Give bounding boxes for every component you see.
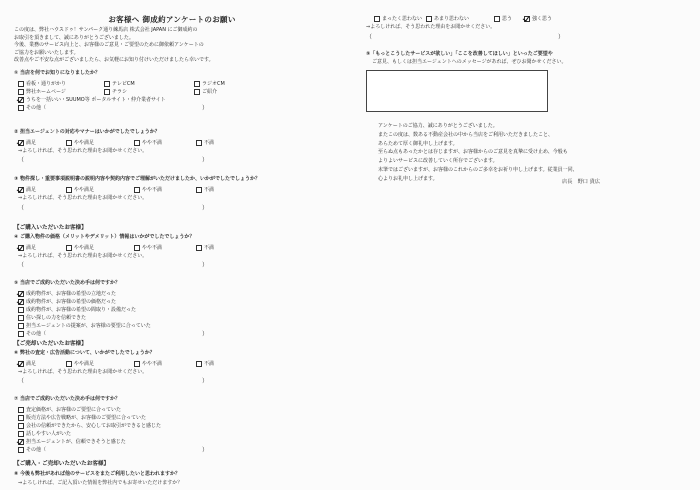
paren-open: （: [18, 262, 25, 269]
checkbox[interactable]: [134, 140, 140, 146]
q8-option[interactable]: 思う: [494, 15, 512, 22]
checkbox[interactable]: [18, 415, 24, 421]
checkbox[interactable]: [196, 187, 202, 193]
q6-option[interactable]: やや不満: [134, 360, 162, 367]
checkbox[interactable]: [18, 331, 24, 337]
q1-option[interactable]: 弊社ホームページ: [18, 88, 66, 95]
checkbox[interactable]: [18, 89, 24, 95]
checkbox[interactable]: [66, 361, 72, 367]
q7-option[interactable]: 販売方法や広告戦略が、お客様のご要望に合っていた: [18, 414, 146, 421]
q2-option[interactable]: 満足: [18, 139, 36, 146]
closing-line: あらためて厚く御礼申し上げます。: [378, 140, 458, 147]
intro-line: この度は、弊社ハウスドゥ！サンパーク通り練馬店 株式会社 JAPAN にご御成約の: [14, 27, 198, 33]
paren-close: ）: [202, 157, 209, 164]
q3-option[interactable]: 不満: [196, 186, 214, 193]
comment-box[interactable]: [366, 70, 548, 112]
paren-open: （: [366, 34, 373, 41]
closing-line: よりよいサービスに改善していく所存でございます。: [378, 158, 498, 165]
page-title: お客様へ 御成約アンケートのお願い: [108, 15, 236, 24]
intro-line: ご協力をお願いいたします。: [14, 49, 79, 56]
checkbox-checked[interactable]: [18, 299, 24, 305]
q7-option[interactable]: 会社の信頼ができたから、安心してお取引ができると感じた: [18, 422, 161, 429]
checkbox[interactable]: [18, 431, 24, 437]
checkbox[interactable]: [66, 140, 72, 146]
paren-open: （: [18, 378, 25, 385]
checkbox[interactable]: [104, 89, 110, 95]
checkbox[interactable]: [18, 423, 24, 429]
q1-option[interactable]: 看板・通りがかり: [18, 80, 66, 87]
q8-option[interactable]: あまり思わない: [426, 15, 469, 22]
closing-message: [378, 122, 578, 184]
checkbox[interactable]: [18, 81, 24, 87]
paren-open: （: [18, 205, 25, 212]
q4-option[interactable]: 満足: [18, 244, 36, 251]
checkbox[interactable]: [134, 361, 140, 367]
checkbox-checked[interactable]: [18, 361, 24, 367]
q9-question: ⑨「もっとこうしたサービスが欲しい」「ここを改善してほしい」といったご要望や: [366, 51, 553, 57]
q4-option[interactable]: やや不満: [134, 244, 162, 251]
checkbox[interactable]: [426, 16, 432, 22]
checkbox-checked[interactable]: [18, 187, 24, 193]
checkbox[interactable]: [196, 361, 202, 367]
q2-followup: ⇒よろしければ、そう思われた理由をお聞かせください。: [18, 148, 148, 154]
checkbox-checked[interactable]: [524, 16, 530, 22]
checkbox[interactable]: [18, 407, 24, 413]
q1-option[interactable]: ラジオCM: [194, 80, 225, 87]
paren-open: （: [18, 157, 25, 164]
q2-option[interactable]: やや不満: [134, 139, 162, 146]
paren-close: ）: [202, 447, 209, 454]
q7-option[interactable]: 査定価格が、お客様のご要望に合っていた: [18, 406, 121, 413]
q1-option[interactable]: チラシ: [104, 88, 127, 95]
q1-option[interactable]: テレビCM: [104, 80, 135, 87]
checkbox[interactable]: [18, 307, 24, 313]
checkbox[interactable]: [196, 140, 202, 146]
q8-line: ⇒よろしければ、ご記入頂いた情報を弊社内でもお寄せいただけますか？: [18, 480, 183, 486]
q6-option[interactable]: 不満: [196, 360, 214, 367]
q5-option[interactable]: 担当エージェントの提案が、お客様の要望に合っていた: [18, 322, 151, 329]
q4-option[interactable]: 不満: [196, 244, 214, 251]
intro-line: お取引を頂きまして、誠にありがとうございました。: [14, 34, 134, 41]
q4-followup: ⇒よろしければ、そう思われた理由をお聞かせください。: [18, 253, 148, 259]
section-sale: 【ご売却いただいたお客様】: [14, 341, 87, 347]
q7-option[interactable]: その他（: [18, 446, 46, 453]
checkbox-checked[interactable]: [18, 97, 24, 103]
q8-followup: ⇒よろしければ、そう思われた理由をお聞かせください。: [366, 24, 496, 30]
section-both: 【ご購入・ご売却いただいたお客様】: [14, 461, 110, 467]
paren-close: ）: [202, 205, 209, 212]
q3-option[interactable]: 満足: [18, 186, 36, 193]
paren-close: ）: [202, 262, 209, 269]
q5-question: ⑤ 当店でご成約いただいた決め手は何ですか？: [14, 280, 120, 286]
checkbox[interactable]: [18, 323, 24, 329]
closing-line: アンケートのご協力、誠にありがとうございました。: [378, 123, 498, 129]
checkbox[interactable]: [196, 245, 202, 251]
checkbox[interactable]: [374, 16, 380, 22]
q1-option[interactable]: うちを一括いい・SUUMO等 ポータルサイト・仲介業者サイト: [18, 96, 166, 103]
q6-option[interactable]: やや満足: [66, 360, 94, 367]
q3-option[interactable]: やや満足: [66, 186, 94, 193]
checkbox-checked[interactable]: [18, 291, 24, 297]
q7-option[interactable]: 話しやすい人がいた: [18, 430, 71, 437]
checkbox[interactable]: [194, 81, 200, 87]
q9-question-line2: ご意見、もしくは担当エージェントへのメッセージがあれば、ぜひお聞かせください。: [372, 59, 567, 65]
closing-line: またこの度は、数ある不動産会社の中から当店をご利用いただきましたこと、: [378, 131, 554, 138]
checkbox-checked[interactable]: [18, 439, 24, 445]
q3-option[interactable]: やや不満: [134, 186, 162, 193]
checkbox[interactable]: [18, 315, 24, 321]
q5-option[interactable]: 住い探しの力を信頼できた: [18, 314, 86, 321]
q5-option[interactable]: 成約物件が、お客様の希望の立地だった: [18, 290, 116, 297]
q1-option[interactable]: ご紹介: [194, 88, 217, 95]
checkbox[interactable]: [104, 81, 110, 87]
q1-question: ① 当店を何でお知りになりましたか？: [14, 70, 100, 76]
checkbox[interactable]: [18, 447, 24, 453]
paren-close: ）: [202, 378, 209, 385]
q1-option[interactable]: その他（: [18, 104, 46, 111]
paren-close: ）: [202, 331, 209, 338]
checkbox[interactable]: [494, 16, 500, 22]
q4-question: ④ ご購入物件の価格（メリットやデメリット）情報はいかがでしたでしょうか？: [14, 234, 195, 240]
q8-question: ⑧ 今後も弊社があれば他のサービスをまたご利用したいと思われますか？: [14, 471, 180, 477]
checkbox-checked[interactable]: [18, 140, 24, 146]
q5-option[interactable]: 成約物件が、お客様の希望の価格だった: [18, 298, 116, 305]
checkbox[interactable]: [134, 245, 140, 251]
signature: 店長 野口 貴広: [562, 179, 600, 185]
q2-option[interactable]: 不満: [196, 139, 214, 146]
q3-followup: ⇒よろしければ、そう思われた理由をお聞かせください。: [18, 195, 148, 201]
q8-option[interactable]: 強く思う: [524, 15, 552, 22]
q2-question: ② 担当エージェントの対応やマナーはいかがでしたでしょうか？: [14, 129, 160, 135]
q3-question: ③ 物件探し・重要事項説明書の説明内容や契約内容でご理解がいただけましたか、いかがでしたでしょうか？: [14, 176, 260, 182]
checkbox[interactable]: [66, 245, 72, 251]
q7-option[interactable]: 担当エージェントが、信頼できそうと感じた: [18, 438, 126, 445]
paren-close: ）: [558, 34, 565, 41]
q6-followup: ⇒よろしければ、そう思われた理由をお聞かせください。: [18, 369, 148, 375]
checkbox-checked[interactable]: [18, 245, 24, 251]
checkbox[interactable]: [194, 89, 200, 95]
q5-option[interactable]: その他（: [18, 330, 46, 337]
paren-close: ）: [202, 105, 209, 112]
section-purchase: 【ご購入いただいたお客様】: [14, 225, 87, 231]
q6-question: ⑥ 弊社の査定・広告活動について、いかがでしたでしょうか？: [14, 350, 155, 356]
q7-question: ⑦ 当店でご成約いただいた決め手は何ですか？: [14, 396, 120, 402]
intro-line: 今後、業務のサービス向上と、お客様のご意見・ご要望のために御依頼アンケートの: [14, 42, 204, 49]
checkbox[interactable]: [18, 105, 24, 111]
closing-line: 末筆ではございますが、お客様のこれからのご多幸をお祈り申し上げます。従業員一同、: [378, 166, 578, 173]
intro-text: [14, 27, 314, 65]
q4-option[interactable]: やや満足: [66, 244, 94, 251]
q6-option[interactable]: 満足: [18, 360, 36, 367]
closing-line: 至らぬ点もあったかとは存じますが、お客様からのご意見を真摯に受け止め、今般も: [378, 149, 568, 156]
q8-option[interactable]: まったく思わない: [374, 15, 422, 22]
q2-option[interactable]: やや満足: [66, 139, 94, 146]
checkbox[interactable]: [134, 187, 140, 193]
checkbox[interactable]: [66, 187, 72, 193]
intro-line: 改善点やご不安な点がございましたら、お気軽にお知り付けいただけましたら幸いです。: [14, 57, 214, 64]
q5-option[interactable]: 成約物件が、お客様の希望の間取り・設備だった: [18, 306, 136, 313]
closing-line: 心よりお礼申し上げます。: [378, 175, 438, 182]
